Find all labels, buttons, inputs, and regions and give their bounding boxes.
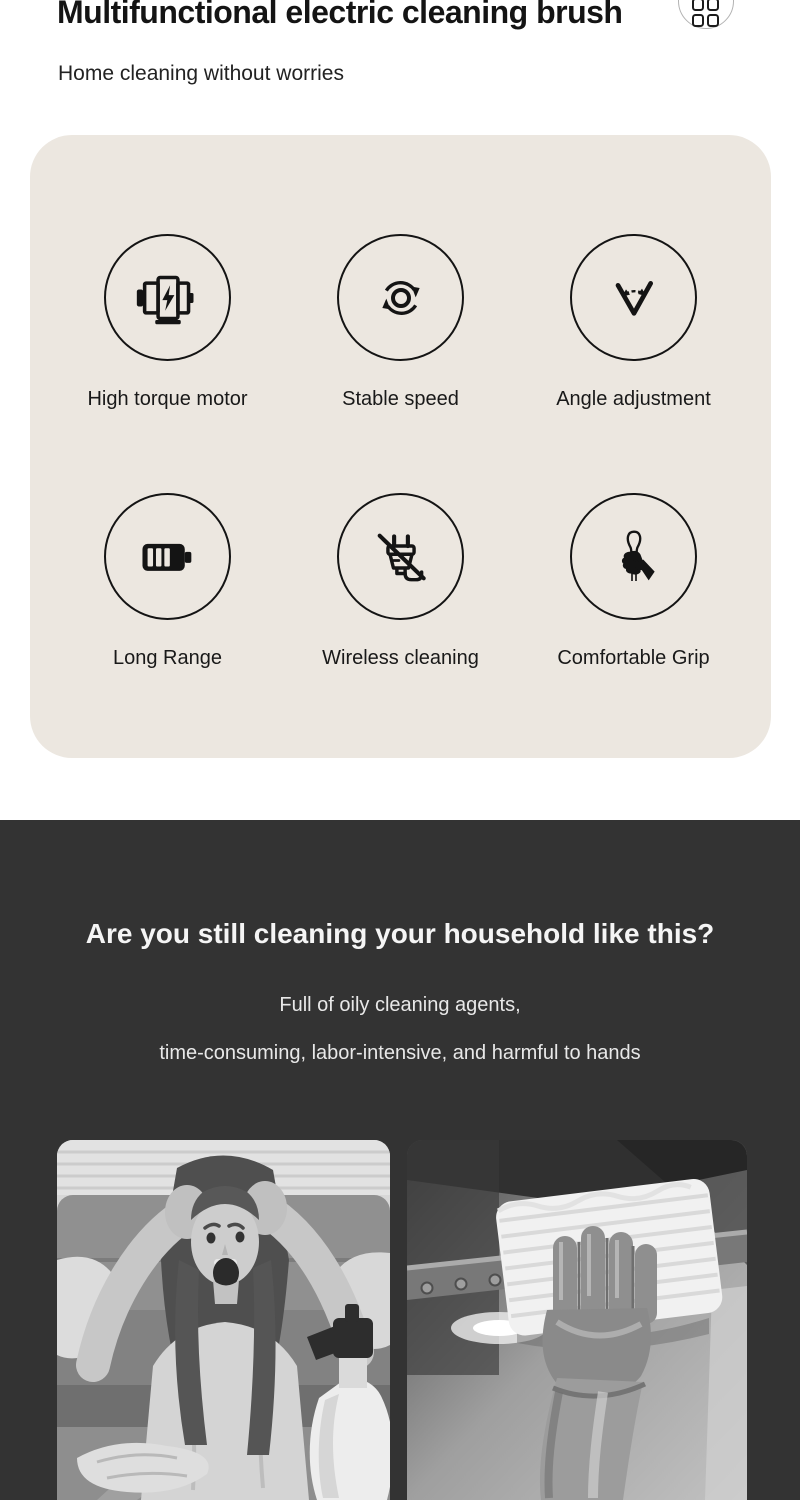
feature-circle — [337, 493, 464, 620]
apps-grid-icon — [678, 0, 734, 29]
angle-adjustment-icon — [602, 266, 666, 330]
feature-angle-adjustment — [517, 234, 750, 411]
feature-circle — [570, 493, 697, 620]
hand-grip-icon — [602, 525, 666, 589]
stressed-woman-illustration — [57, 1140, 390, 1500]
gloved-hand-illustration — [407, 1140, 747, 1500]
rotation-arrows-icon — [369, 266, 433, 330]
feature-long-range — [51, 493, 284, 670]
feature-label: High torque motor — [87, 388, 248, 410]
feature-circle — [104, 493, 231, 620]
feature-circle — [337, 234, 464, 361]
apps-grid-squares — [692, 0, 719, 27]
feature-label: Long Range — [113, 647, 222, 669]
feature-circle — [570, 234, 697, 361]
page-title: Multifunctional electric cleaning brush — [57, 0, 623, 30]
feature-comfortable-grip — [517, 493, 750, 670]
feature-high-torque-motor — [51, 234, 284, 411]
page-subtitle: Home cleaning without worries — [58, 62, 344, 85]
features-card — [30, 135, 771, 758]
stressed-woman-cleaning-photo — [57, 1140, 390, 1500]
features-grid — [51, 234, 750, 670]
motor-icon — [134, 264, 202, 332]
feature-label: Angle adjustment — [556, 388, 711, 410]
feature-wireless-cleaning — [284, 493, 517, 670]
problem-section — [0, 820, 800, 1500]
feature-stable-speed — [284, 234, 517, 411]
problem-line: Full of oily cleaning agents, — [279, 994, 521, 1016]
feature-label: Wireless cleaning — [322, 647, 479, 669]
feature-label: Stable speed — [342, 388, 459, 410]
gloved-hand-wiping-photo — [407, 1140, 747, 1500]
problem-heading: Are you still cleaning your household like this? — [85, 918, 715, 949]
problem-line: time-consuming, labor-intensive, and harmful to hands — [159, 1042, 641, 1064]
feature-circle — [104, 234, 231, 361]
battery-icon — [133, 522, 203, 592]
feature-label: Comfortable Grip — [557, 647, 710, 669]
no-plug-icon — [368, 524, 434, 590]
